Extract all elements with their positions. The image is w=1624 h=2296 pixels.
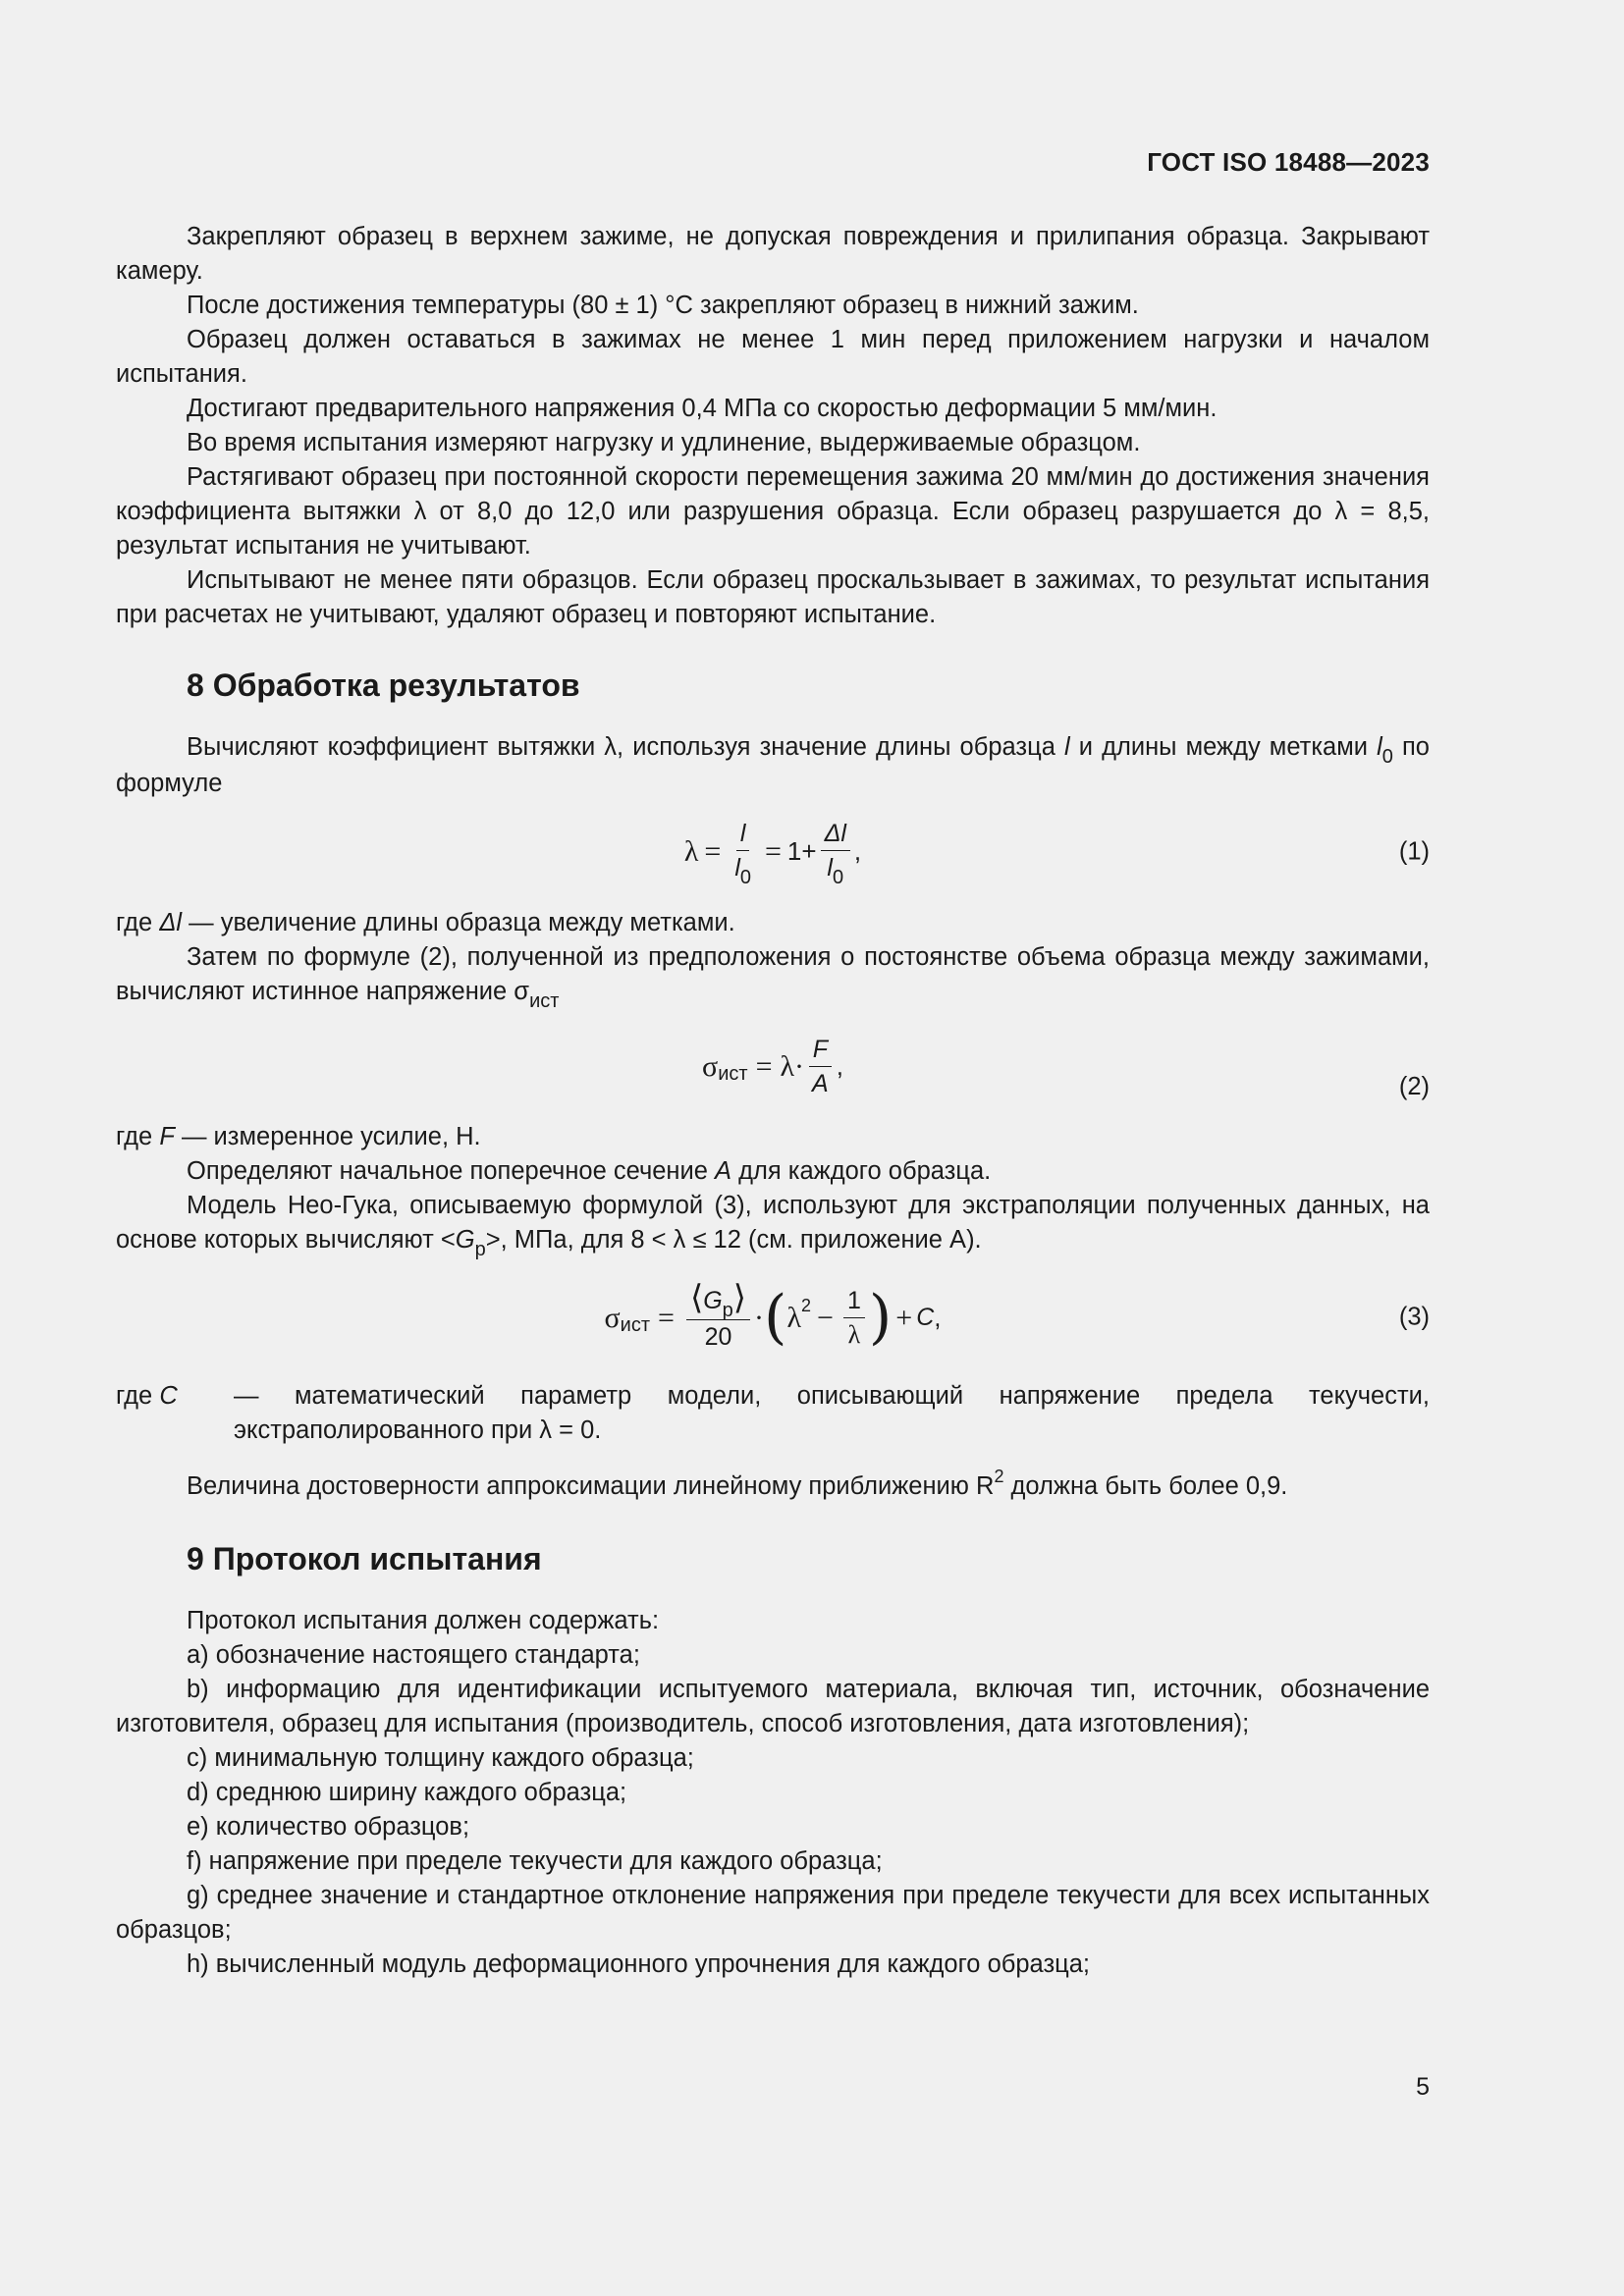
list-item: b) информацию для идентификации испытуемого материала, включая тип, источник, обозначение изготовителя, образец для испытания (производитель, способ изготовления, дата изготовления);: [116, 1676, 1430, 1737]
formula-number: (1): [1398, 837, 1430, 865]
delta-l: Δl: [159, 909, 183, 936]
paragraph: Закрепляют образец в верхнем зажиме, не допуская повреждения и прилипания образца. Закрывают камеру.: [116, 223, 1430, 285]
page-content: [116, 220, 1430, 1982]
paragraph: [116, 730, 1430, 801]
list-item: c) минимальную толщину каждого образца;: [187, 1744, 694, 1772]
paragraph: Растягивают образец при постоянной скорости перемещения зажима 20 мм/мин до достижения значения коэффициента вытяжки λ от 8,0 до 12,0 или разрушения образца. Если образец разрушается до λ = 8,5, результат испытания не учитывают.: [116, 463, 1430, 560]
where-label: [116, 1379, 234, 1448]
text: Определяют начальное поперечное сечение: [187, 1157, 716, 1185]
comma: ,: [934, 1302, 942, 1332]
delta-l: Δl: [824, 820, 846, 847]
denominator: [731, 851, 755, 888]
text: где: [116, 1382, 160, 1410]
var-c: C: [916, 1303, 935, 1331]
minus-sign: −: [817, 1301, 834, 1334]
paragraph: Образец должен оставаться в зажимах не менее 1 мин перед приложением нагрузки и началом испытания.: [116, 326, 1430, 388]
equals-sign: =: [658, 1301, 675, 1334]
where-line: [116, 1120, 1430, 1154]
text: где: [116, 909, 160, 936]
fraction: [731, 819, 755, 888]
where-line: [116, 906, 1430, 940]
subscript: 0: [832, 867, 844, 888]
paragraph: [116, 1154, 1430, 1189]
paragraph: [116, 940, 1430, 1011]
text: Модель Нео-Гука, описываемую формулой (3), используют для экстраполяции полученных данных, на основе которых вычисляют <: [116, 1192, 1430, 1254]
subscript: ист: [620, 1313, 651, 1336]
formula-number: (3): [1398, 1303, 1430, 1331]
var-f: F: [159, 1123, 175, 1150]
page-number: 5: [1416, 2073, 1430, 2101]
list-item: h) вычисленный модуль деформационного упрочнения для каждого образца;: [187, 1950, 1091, 1978]
formula-number: (2): [1398, 1073, 1430, 1100]
numerator: F: [809, 1035, 832, 1067]
text: и длины между метками: [1069, 733, 1378, 761]
paragraph: Достигают предварительного напряжения 0,4 МПа со скоростью деформации 5 мм/мин.: [187, 395, 1218, 422]
list-item: a) обозначение настоящего стандарта;: [187, 1641, 640, 1669]
lambda-symbol: λ: [786, 1301, 802, 1334]
where-definition: [116, 1379, 1430, 1448]
comma: ,: [836, 1051, 843, 1081]
var-g: G: [455, 1226, 475, 1254]
numerator: [821, 819, 850, 851]
paragraph: [116, 1189, 1430, 1259]
angle-bracket-left-icon: ⟨: [689, 1278, 704, 1317]
spacer: [116, 1448, 1430, 1469]
paren-left-icon: (: [764, 1283, 787, 1352]
superscript: 2: [994, 1467, 1004, 1486]
comma: ,: [853, 836, 862, 866]
superscript: 2: [801, 1295, 812, 1315]
paren-right-icon: ): [868, 1283, 893, 1352]
var-a: A: [715, 1157, 732, 1185]
text: Величина достоверности аппроксимации линейному приближению R: [187, 1472, 995, 1500]
text: где: [116, 1123, 160, 1150]
formula-1: [116, 819, 1430, 888]
denominator: [823, 851, 847, 888]
list-item: g) среднее значение и стандартное отклонение напряжения при пределе текучести для всех испытанных образцов;: [116, 1882, 1430, 1944]
paragraph: Испытывают не менее пяти образцов. Если образец проскальзывает в зажимах, то результат испытания при расчетах не учитывают, удаляют образец и повторяют испытание.: [116, 566, 1430, 628]
angle-bracket-right-icon: ⟩: [732, 1278, 747, 1317]
paragraph: Протокол испытания должен содержать:: [187, 1607, 660, 1634]
var-l: l: [1063, 733, 1070, 761]
subscript: ист: [529, 990, 560, 1012]
one-plus: 1+: [786, 836, 817, 866]
text: — измеренное усилие, Н.: [174, 1123, 481, 1150]
section-8-heading: 8 Обработка результатов: [187, 667, 580, 703]
equals-sign: =: [704, 835, 722, 868]
formula-2: [116, 1035, 1430, 1098]
var-g: G: [703, 1287, 723, 1314]
dot: ·: [754, 1301, 765, 1334]
subscript: ист: [718, 1063, 748, 1085]
sigma-symbol: σ: [604, 1301, 621, 1334]
fraction: [808, 1035, 833, 1098]
denominator: 20: [704, 1323, 732, 1351]
section-9-heading: 9 Протокол испытания: [187, 1541, 542, 1576]
document-header: ГОСТ ISO 18488—2023: [1147, 147, 1430, 177]
list-item: e) количество образцов;: [187, 1813, 470, 1841]
var-l: l: [734, 854, 740, 881]
list-item: f) напряжение при пределе текучести для каждого образца;: [187, 1847, 883, 1875]
paragraph: Во время испытания измеряют нагрузку и удлинение, выдерживаемые образцом.: [187, 429, 1141, 456]
sigma-symbol: σ: [702, 1050, 719, 1083]
list-item: d) среднюю ширину каждого образца;: [187, 1779, 627, 1806]
text: для каждого образца.: [731, 1157, 992, 1185]
var-l: l: [827, 854, 833, 881]
text: — увеличение длины образца между метками.: [182, 909, 735, 936]
paragraph: После достижения температуры (80 ± 1) °С закрепляют образец в нижний зажим.: [187, 292, 1139, 319]
plus-sign: +: [895, 1301, 913, 1334]
fraction: [821, 819, 850, 888]
numerator: [686, 1278, 750, 1321]
var-c: C: [159, 1382, 178, 1410]
fraction: [686, 1278, 750, 1352]
fraction: [843, 1286, 865, 1350]
where-text: — математический параметр модели, описывающий напряжение предела текучести, экстраполированного при λ = 0.: [234, 1382, 1430, 1444]
lambda-symbol: λ: [683, 835, 699, 868]
var-l0: l: [1377, 733, 1382, 761]
subscript: 0: [1381, 746, 1393, 768]
equals-sign: =: [755, 1050, 773, 1083]
text: должна быть более 0,9.: [1003, 1472, 1288, 1500]
equals-sign: =: [765, 835, 782, 868]
lambda-dot: λ·: [780, 1050, 805, 1083]
paragraph: [116, 1469, 1430, 1506]
subscript: p: [722, 1300, 733, 1321]
denominator: λ: [847, 1319, 861, 1349]
numerator: 1: [843, 1286, 865, 1318]
subscript: 0: [739, 867, 751, 888]
text: >, МПа, для 8 < λ ≤ 12 (см. приложение А).: [485, 1226, 982, 1254]
formula-3: [116, 1278, 1430, 1352]
text: Вычисляют коэффициент вытяжки λ, используя значение длины образца: [187, 733, 1064, 761]
denominator: A: [812, 1070, 829, 1097]
subscript: p: [474, 1239, 486, 1260]
numerator: l: [736, 819, 750, 851]
text: по формуле: [116, 733, 1430, 797]
text: Затем по формуле (2), полученной из предположения о постоянстве объема образца между зажимами, вычисляют истинное напряжение σ: [116, 943, 1430, 1005]
